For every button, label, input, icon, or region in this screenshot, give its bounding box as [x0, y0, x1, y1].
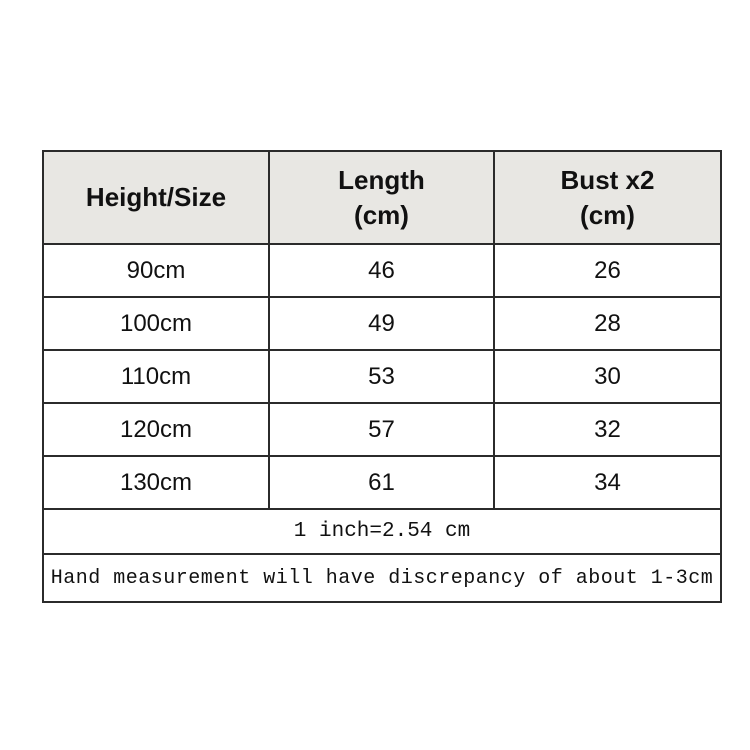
cell-length: 46 — [269, 244, 494, 297]
cell-bust: 28 — [494, 297, 721, 350]
footnote-row-measurement-note — [43, 554, 721, 602]
footnote-inch-conversion: 1 inch=2.54 cm — [43, 509, 721, 554]
column-header-unit: (cm) — [580, 199, 635, 230]
size-chart-container — [42, 150, 720, 603]
table-row-120cm — [43, 403, 721, 456]
size-chart-table — [42, 150, 722, 603]
cell-length: 61 — [269, 456, 494, 509]
cell-height-size: 100cm — [43, 297, 269, 350]
cell-height-size: 90cm — [43, 244, 269, 297]
table-row-90cm — [43, 244, 721, 297]
cell-length: 57 — [269, 403, 494, 456]
cell-length: 53 — [269, 350, 494, 403]
column-header-height-size — [43, 151, 269, 244]
cell-length: 49 — [269, 297, 494, 350]
cell-height-size: 110cm — [43, 350, 269, 403]
cell-height-size: 120cm — [43, 403, 269, 456]
column-header-label: Length — [338, 164, 425, 195]
column-header-label: Bust x2 — [560, 164, 655, 195]
column-header-unit: (cm) — [354, 199, 409, 230]
column-header-label: Height/Size — [85, 182, 227, 212]
column-header-length — [269, 151, 494, 244]
table-row-110cm — [43, 350, 721, 403]
table-row-130cm — [43, 456, 721, 509]
cell-bust: 32 — [494, 403, 721, 456]
column-header-bust — [494, 151, 721, 244]
footnote-row-inch-conversion — [43, 509, 721, 554]
cell-height-size: 130cm — [43, 456, 269, 509]
footnote-measurement-note: Hand measurement will have discrepancy of about 1-3cm — [43, 554, 721, 602]
cell-bust: 26 — [494, 244, 721, 297]
table-row-100cm — [43, 297, 721, 350]
header-row — [43, 151, 721, 244]
cell-bust: 30 — [494, 350, 721, 403]
cell-bust: 34 — [494, 456, 721, 509]
